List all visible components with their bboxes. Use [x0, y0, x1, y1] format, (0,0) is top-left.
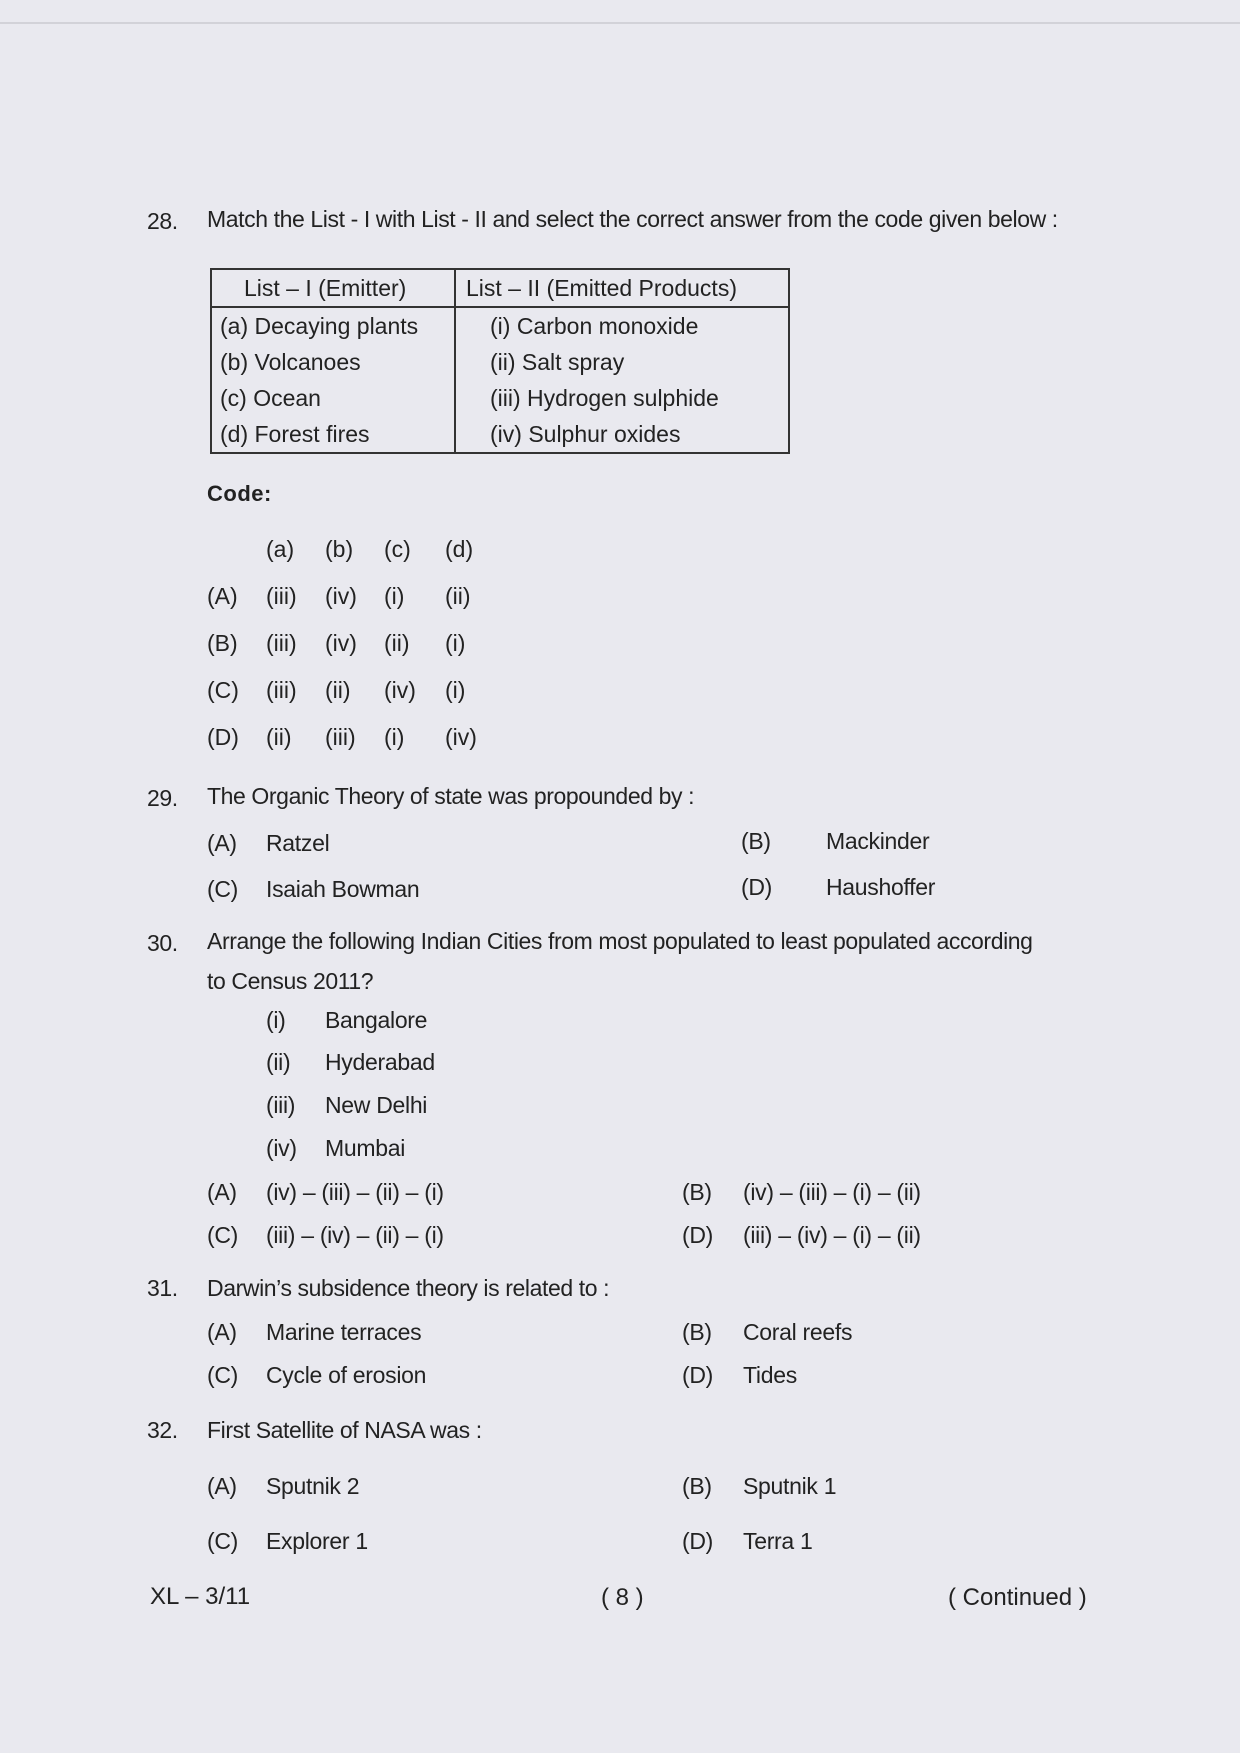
option-label: (C) [207, 1362, 239, 1388]
code-header: (c) [384, 536, 411, 562]
option-label: (A) [207, 583, 238, 609]
code-cell: (iii) [266, 630, 297, 656]
option-label: (B) [741, 828, 771, 854]
option-text: Mackinder [826, 828, 930, 854]
table-row [211, 380, 789, 416]
table-cell: (iv) Sulphur oxides [490, 420, 681, 447]
option-text: Isaiah Bowman [266, 876, 420, 902]
option-text: Ratzel [266, 830, 330, 856]
option-text: Cycle of erosion [266, 1362, 427, 1388]
question-number: 28. [147, 208, 178, 234]
code-header: (a) [266, 536, 295, 562]
option-label: (B) [682, 1179, 712, 1205]
table-cell: (i) Carbon monoxide [490, 312, 699, 339]
item-text: Hyderabad [325, 1049, 435, 1075]
item-label: (iv) [266, 1135, 297, 1161]
question-text: Match the List - I with List - II and select the correct answer from the code given below : [207, 206, 1058, 232]
table-row [211, 416, 789, 453]
item-label: (i) [266, 1007, 286, 1033]
option-label: (C) [207, 1528, 239, 1554]
code-cell: (ii) [384, 630, 410, 656]
option-label: (C) [207, 1222, 239, 1248]
question-text: Arrange the following Indian Cities from most populated to least populated according [207, 928, 1033, 954]
code-cell: (i) [445, 677, 466, 703]
paper-code: XL – 3/11 [150, 1583, 251, 1610]
item-text: Bangalore [325, 1007, 428, 1033]
continued-label: ( Continued ) [948, 1584, 1087, 1611]
question-number: 32. [147, 1417, 178, 1443]
code-header: (b) [325, 536, 354, 562]
code-cell: (iii) [266, 677, 297, 703]
code-cell: (i) [445, 630, 466, 656]
option-text: Explorer 1 [266, 1528, 368, 1554]
table-cell: (b) Volcanoes [211, 344, 455, 380]
option-label: (D) [682, 1222, 714, 1248]
code-cell: (iii) [325, 724, 356, 750]
code-cell: (ii) [445, 583, 471, 609]
code-cell: (i) [384, 583, 405, 609]
option-text: Terra 1 [743, 1528, 813, 1554]
option-label: (A) [207, 1473, 237, 1499]
option-text: (iv) – (iii) – (ii) – (i) [266, 1179, 444, 1205]
item-text: Mumbai [325, 1135, 406, 1161]
scan-edge-line [0, 22, 1240, 24]
item-label: (ii) [266, 1049, 291, 1075]
table-row [211, 307, 789, 344]
table-cell: (a) Decaying plants [211, 307, 455, 344]
page-number: ( 8 ) [601, 1584, 644, 1611]
question-number: 29. [147, 785, 178, 811]
option-label: (D) [741, 874, 773, 900]
option-text: Tides [743, 1362, 797, 1388]
option-text: Coral reefs [743, 1319, 853, 1345]
question-text: The Organic Theory of state was propounded by : [207, 783, 695, 809]
option-label: (D) [682, 1362, 714, 1388]
option-label: (D) [682, 1528, 714, 1554]
option-text: Marine terraces [266, 1319, 422, 1345]
option-text: (iv) – (iii) – (i) – (ii) [743, 1179, 921, 1205]
option-text: Sputnik 2 [266, 1473, 360, 1499]
table-header-list-2: List – II (Emitted Products) [455, 269, 789, 307]
option-label: (D) [207, 724, 239, 750]
code-cell: (iv) [445, 724, 477, 750]
table-row [211, 344, 789, 380]
code-header: (d) [445, 536, 474, 562]
option-text: (iii) – (iv) – (i) – (ii) [743, 1222, 921, 1248]
code-cell: (iv) [325, 630, 357, 656]
item-label: (iii) [266, 1092, 296, 1118]
question-text: to Census 2011? [207, 968, 374, 994]
option-label: (B) [682, 1473, 712, 1499]
option-label: (A) [207, 1179, 237, 1205]
code-label: Code: [207, 481, 272, 506]
code-cell: (ii) [325, 677, 351, 703]
table-cell: (d) Forest fires [211, 416, 455, 453]
code-cell: (iii) [266, 583, 297, 609]
table-cell: (iii) Hydrogen sulphide [490, 384, 719, 411]
option-text: Sputnik 1 [743, 1473, 837, 1499]
option-label: (A) [207, 1319, 237, 1345]
option-text: Haushoffer [826, 874, 936, 900]
question-text: First Satellite of NASA was : [207, 1417, 482, 1443]
option-label: (A) [207, 830, 237, 856]
code-cell: (iv) [384, 677, 416, 703]
code-cell: (i) [384, 724, 405, 750]
option-label: (C) [207, 876, 239, 902]
option-text: (iii) – (iv) – (ii) – (i) [266, 1222, 444, 1248]
option-label: (B) [682, 1319, 712, 1345]
item-text: New Delhi [325, 1092, 428, 1118]
table-cell: (ii) Salt spray [490, 348, 625, 375]
code-cell: (ii) [266, 724, 292, 750]
question-text: Darwin’s subsidence theory is related to : [207, 1275, 610, 1301]
table-header-list-1: List – I (Emitter) [211, 269, 455, 307]
question-number: 31. [147, 1275, 178, 1301]
option-label: (B) [207, 630, 238, 656]
option-label: (C) [207, 677, 239, 703]
question-number: 30. [147, 930, 178, 956]
match-table [210, 268, 790, 454]
code-cell: (iv) [325, 583, 357, 609]
table-cell: (c) Ocean [211, 380, 455, 416]
